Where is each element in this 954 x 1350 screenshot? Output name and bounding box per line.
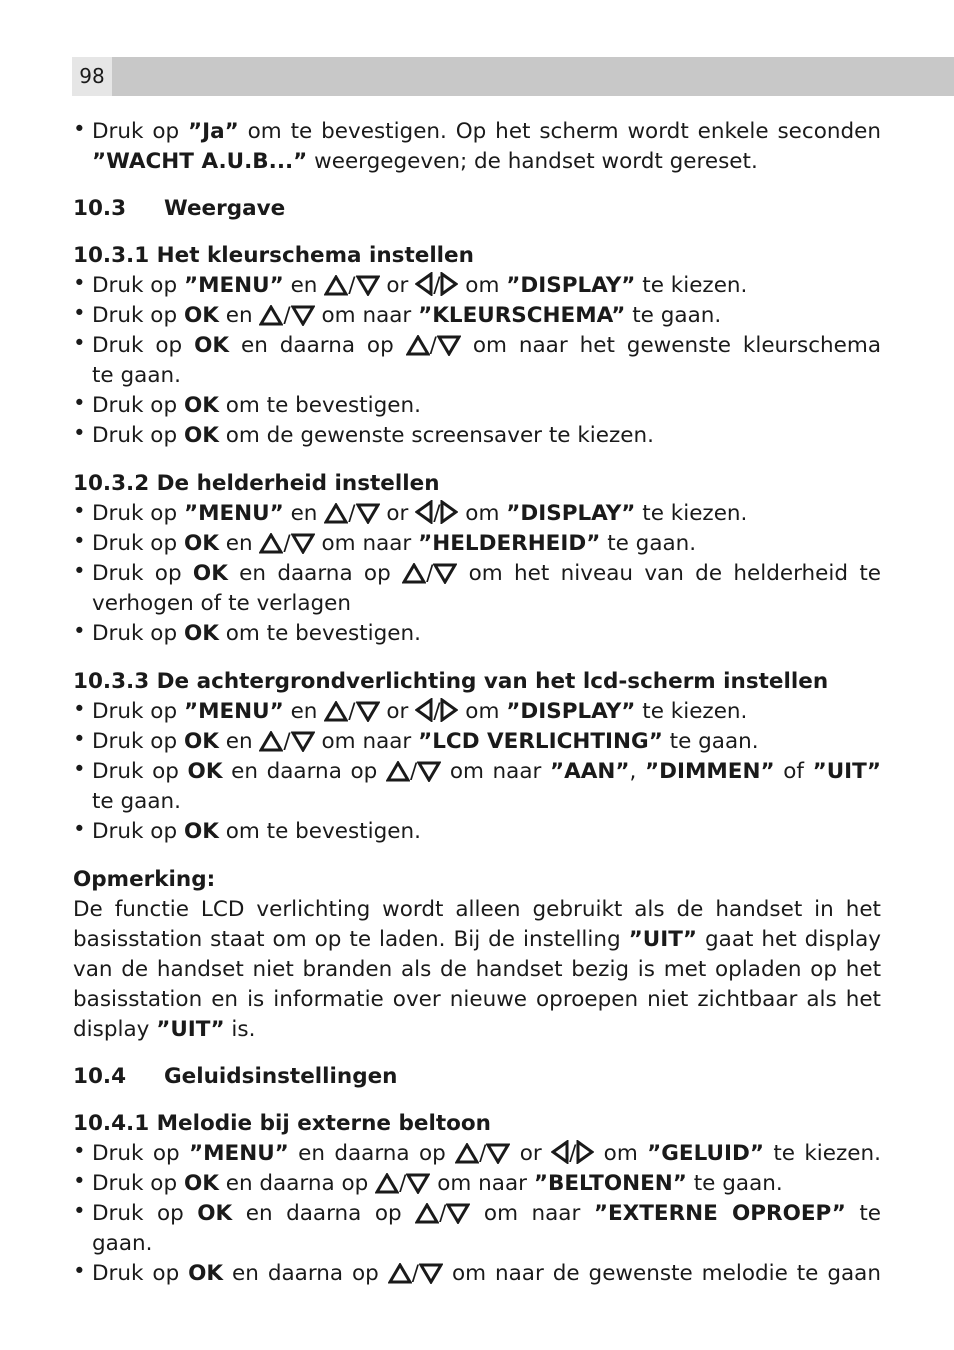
subsection-heading-10-3-1: 10.3.1 Het kleurschema instellen: [73, 243, 474, 268]
manual-content: [73, 117, 881, 1289]
triangle-up-icon: [259, 731, 283, 752]
triangle-up-icon: [259, 533, 283, 554]
triangle-down-icon: [356, 275, 380, 296]
triangle-up-icon: [415, 1203, 439, 1224]
triangle-left-icon: [551, 1140, 569, 1164]
triangle-down-icon: [406, 1173, 430, 1194]
bullet-mark: •: [73, 117, 86, 142]
triangle-down-icon: [486, 1143, 510, 1164]
note-heading: Opmerking:: [73, 867, 216, 892]
triangle-up-icon: [324, 275, 348, 296]
section-heading-10-3: 10.3 Weergave: [73, 196, 286, 221]
triangle-right-icon: [576, 1140, 594, 1164]
triangle-down-icon: [417, 761, 441, 782]
triangle-down-icon: [419, 1263, 443, 1284]
list-item: • Druk op OK en daarna op / om het niveau van de helderheid te verhogen of te verlagen: [73, 559, 881, 616]
triangle-right-icon: [440, 698, 458, 722]
section-heading-10-4: 10.4 Geluidsinstellingen: [73, 1064, 398, 1089]
triangle-up-icon: [375, 1173, 399, 1194]
triangle-up-icon: [386, 761, 410, 782]
note-line: basisstation staat om op te laden. Bij de instelling ”UIT” gaat het display: [73, 927, 882, 952]
triangle-down-icon: [356, 701, 380, 722]
page-header-bar: [72, 57, 954, 96]
list-item: • Druk op ”MENU” en / or / om ”DISPLAY” te kiezen.: [73, 271, 748, 298]
list-item: • Druk op OK en daarna op / om naar ”BELTONEN” te gaan.: [73, 1169, 783, 1196]
triangle-down-icon: [291, 731, 315, 752]
triangle-up-icon: [388, 1263, 412, 1284]
triangle-down-icon: [437, 335, 461, 356]
note-line: van de handset niet branden als de handset bezig is met opladen op het: [73, 957, 881, 982]
text-line: ”WACHT A.U.B...” weergegeven; de handset wordt gereset.: [92, 149, 758, 174]
list-item: • Druk op OK om te bevestigen.: [73, 817, 421, 844]
list-item: • Druk op OK om te bevestigen.: [73, 619, 421, 646]
triangle-up-icon: [455, 1143, 479, 1164]
list-item: • Druk op OK en daarna op / om naar de gewenste melodie te gaan: [73, 1259, 881, 1286]
list-item: • Druk op ”MENU” en daarna op / or / om ”GELUID” te kiezen.: [73, 1139, 881, 1166]
triangle-left-icon: [415, 500, 433, 524]
list-item: • Druk op OK en daarna op / om naar het gewenste kleurschema te gaan.: [73, 331, 882, 388]
note-line: De functie LCD verlichting wordt alleen gebruikt als de handset in het: [73, 897, 881, 922]
triangle-up-icon: [402, 563, 426, 584]
triangle-down-icon: [291, 305, 315, 326]
triangle-down-icon: [291, 533, 315, 554]
triangle-right-icon: [440, 500, 458, 524]
triangle-left-icon: [415, 272, 433, 296]
triangle-up-icon: [324, 503, 348, 524]
subsection-heading-10-3-2: 10.3.2 De helderheid instellen: [73, 471, 440, 496]
subsection-heading-10-4-1: 10.4.1 Melodie bij externe beltoon: [73, 1111, 491, 1136]
triangle-down-icon: [356, 503, 380, 524]
list-item: • Druk op OK en daarna op / om naar ”EXTERNE OPROEP” te gaan.: [73, 1199, 881, 1256]
list-item: • Druk op OK en / om naar ”KLEURSCHEMA” te gaan.: [73, 301, 722, 328]
triangle-up-icon: [324, 701, 348, 722]
triangle-right-icon: [440, 272, 458, 296]
triangle-up-icon: [259, 305, 283, 326]
note-line: basisstation en is informatie over nieuwe oproepen niet zichtbaar als het: [73, 987, 881, 1012]
text-line: Druk op ”Ja” om te bevestigen. Op het scherm wordt enkele seconden: [92, 119, 881, 144]
list-item: • Druk op OK om de gewenste screensaver te kiezen.: [73, 421, 654, 448]
triangle-down-icon: [446, 1203, 470, 1224]
triangle-down-icon: [433, 563, 457, 584]
triangle-left-icon: [415, 698, 433, 722]
list-item: • Druk op ”MENU” en / or / om ”DISPLAY” te kiezen.: [73, 499, 748, 526]
list-item: • Druk op OK en / om naar ”LCD VERLICHTING” te gaan.: [73, 727, 759, 754]
subsection-heading-10-3-3: 10.3.3 De achtergrondverlichting van het lcd-scherm instellen: [73, 669, 829, 694]
list-item: • Druk op OK om te bevestigen.: [73, 391, 421, 418]
intro-bullet: [73, 117, 881, 177]
list-item: • Druk op OK en daarna op / om naar ”AAN”, ”DIMMEN” of ”UIT” te gaan.: [73, 757, 881, 814]
list-item: • Druk op ”MENU” en / or / om ”DISPLAY” te kiezen.: [73, 697, 748, 724]
triangle-up-icon: [406, 335, 430, 356]
note-line: display ”UIT” is.: [73, 1017, 256, 1042]
page-number: 98: [72, 57, 112, 96]
list-item: • Druk op OK en / om naar ”HELDERHEID” te gaan.: [73, 529, 697, 556]
